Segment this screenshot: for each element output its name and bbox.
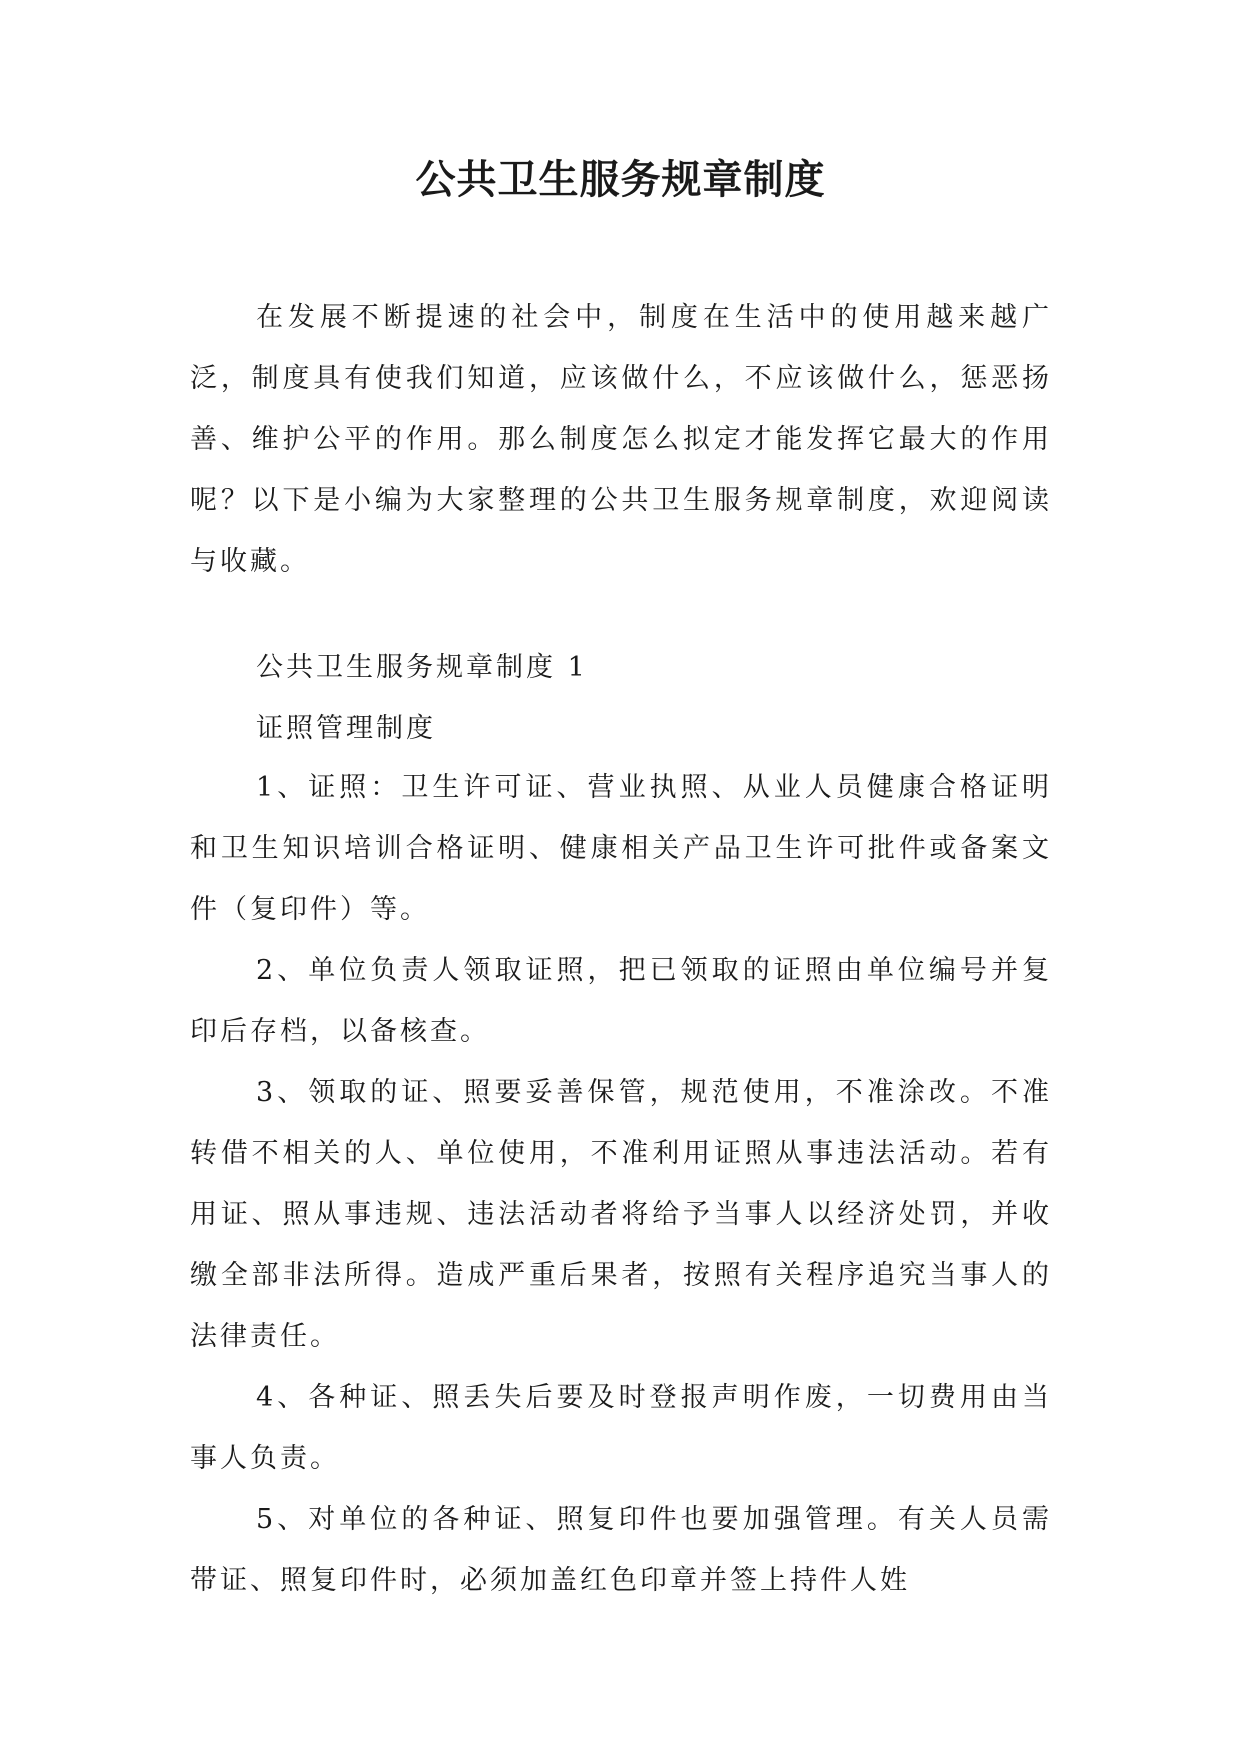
section-title: 公共卫生服务规章制度 1 (256, 652, 588, 683)
list-item: 1、证照：卫生许可证、营业执照、从业人员健康合格证明和卫生知识培训合格证明、健康相关产品卫生许可批件或备案文件（复印件）等。 (190, 772, 1052, 925)
intro-paragraph: 在发展不断提速的社会中，制度在生活中的使用越来越广泛，制度具有使我们知道，应该做什么，不应该做什么，惩恶扬善、维护公平的作用。那么制度怎么拟定才能发挥它最大的作用呢？以下是小编为大家整理的公共卫生服务规章制度，欢迎阅读与收藏。 (190, 302, 1052, 577)
subsection-title: 证照管理制度 (256, 713, 436, 744)
list-item: 2、单位负责人领取证照，把已领取的证照由单位编号并复印后存档，以备核查。 (190, 955, 1052, 1047)
document-title: 公共卫生服务规章制度 (415, 157, 826, 203)
list-item: 3、领取的证、照要妥善保管，规范使用，不准涂改。不准转借不相关的人、单位使用，不准利用证照从事违法活动。若有用证、照从事违规、违法活动者将给予当事人以经济处罚，并收缴全部非法所得。造成严重后果者，按照有关程序追究当事人的法律责任。 (190, 1077, 1052, 1352)
list-item: 4、各种证、照丢失后要及时登报声明作废，一切费用由当事人负责。 (190, 1382, 1052, 1474)
list-item: 5、对单位的各种证、照复印件也要加强管理。有关人员需带证、照复印件时，必须加盖红色印章并签上持件人姓 (190, 1504, 1052, 1596)
